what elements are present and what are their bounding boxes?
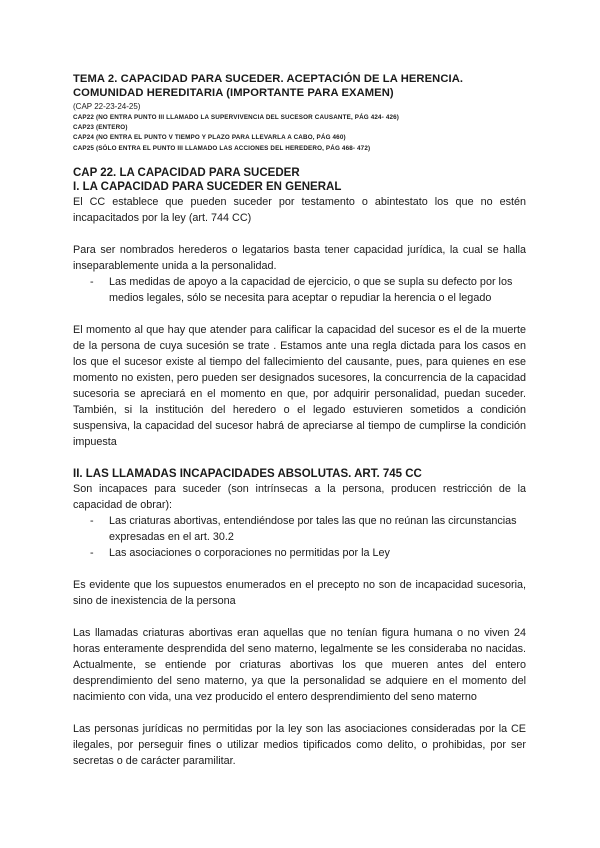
document-page — [73, 72, 526, 769]
chapter-note: CAP24 (NO ENTRA EL PUNTO V TIEMPO Y PLAZO PARA LLEVARLA A CABO, PÁG 460) — [73, 134, 346, 142]
chapter-title: CAP 22. LA CAPACIDAD PARA SUCEDER — [73, 167, 300, 180]
paragraph: Para ser nombrados herederos o legatarios basta tener capacidad jurídica, la cual se halla inseparablemente unida a la personalidad. — [73, 244, 526, 273]
document-title: TEMA 2. CAPACIDAD PARA SUCEDER. ACEPTACIÓN DE LA HERENCIA. COMUNIDAD HEREDITARIA (IMPORTANTE PARA EXAMEN) — [73, 73, 464, 99]
chapter-note: CAP22 (NO ENTRA PUNTO III LLAMADO LA SUPERVIVENCIA DEL SUCESOR CAUSANTE, PÁG 424- 426) — [73, 113, 400, 121]
paragraph: Es evidente que los supuestos enumerados en el precepto no son de incapacidad sucesoria, sino de inexistencia de la persona — [73, 579, 526, 608]
chapters-range: (CAP 22-23-24-25) — [73, 102, 141, 111]
paragraph: Son incapaces para suceder (son intrínsecas a la persona, producen restricción de la capacidad de obrar): — [73, 483, 526, 512]
paragraph: El CC establece que pueden suceder por testamento o abintestato los que no estén incapacitados por la ley (art. 744 CC) — [73, 196, 526, 225]
list-item: - Las medidas de apoyo a la capacidad de ejercicio, o que se supla su defecto por los medios legales, sólo se necesita para aceptar o repudiar la herencia o el legado — [73, 274, 526, 306]
paragraph: El momento al que hay que atender para calificar la capacidad del sucesor es el de la muerte de la persona de cuya sucesión se trate . Estamos ante una regla dictada para los casos en los que el sucesor existe al tiempo del fallecimiento del causante, pues, para quienes en ese momento no existen, pero pueden ser designados sucesores, la concurrencia de la capacidad sucesoria se apreciará en el momento en que, por adquirir personalidad, puedan suceder. También, si la institución del heredero o el legado estuvieren sometidos a condición suspensiva, la capacidad del sucesor habrá de apreciarse al tiempo de cumplirse la condición impuesta — [73, 324, 526, 449]
chapter-note: CAP25 (SÓLO ENTRA EL PUNTO III LLAMADO LAS ACCIONES DEL HEREDERO, PÁG 468- 472) — [73, 144, 371, 152]
bullet-list — [73, 513, 526, 561]
bullet-list — [73, 274, 526, 306]
paragraph: Las personas jurídicas no permitidas por la ley son las asociaciones consideradas por la CE ilegales, por perseguir fines o utilizar medios tipificados como delito, o prohibidas, por ser secretas o de carácter paramilitar. — [73, 723, 526, 768]
section-heading: I. LA CAPACIDAD PARA SUCEDER EN GENERAL — [73, 181, 342, 194]
list-item: - Las asociaciones o corporaciones no permitidas por la Ley — [73, 545, 526, 561]
list-item: - Las criaturas abortivas, entendiéndose por tales las que no reúnan las circunstancias expresadas en el art. 30.2 — [73, 513, 526, 545]
section-heading: II. LAS LLAMADAS INCAPACIDADES ABSOLUTAS. ART. 745 CC — [73, 468, 422, 481]
paragraph: Las llamadas criaturas abortivas eran aquellas que no tenían figura humana o no viven 24 horas enteramente desprendida del seno materno, legalmente se les consideraba no nacidas. Actualmente, se entiende por criaturas abortivas los que mueren antes del entero desprendimiento del seno materno, ya que la personalidad se adquiere en el momento del nacimiento con vida, una vez producido el entero desprendimiento del seno materno — [73, 627, 526, 704]
chapter-note: CAP23 (ENTERO) — [73, 123, 128, 131]
